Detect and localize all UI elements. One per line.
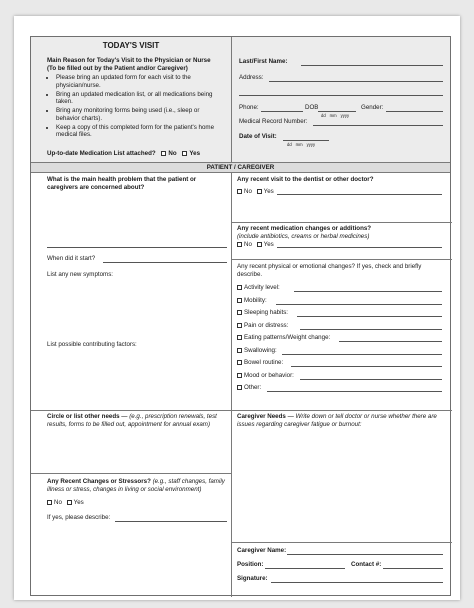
change-checkbox[interactable]: [237, 385, 242, 390]
center-divider: [231, 172, 232, 597]
header-divider: [231, 37, 232, 162]
contributing-factors-label: List possible contributing factors:: [47, 341, 137, 348]
med-list-label: Up-to-date Medication List attached?: [47, 150, 156, 157]
right-rule-3: [231, 410, 452, 411]
med-changes-note: (include antibiotics, creams or herbal medicines): [237, 232, 370, 240]
address-label: Address:: [239, 74, 264, 81]
date-of-visit-format: [287, 141, 319, 149]
stressors-options: [47, 499, 84, 507]
document-page: [14, 16, 460, 600]
stressors-no-label: No: [54, 499, 62, 506]
filled-by-note: (To be filled out by the Patient and/or Caregiver): [47, 65, 188, 72]
visit-mm: mm: [295, 142, 303, 147]
change-checkbox[interactable]: [237, 298, 242, 303]
right-rule-2: [231, 259, 452, 260]
dentist-yes-label: Yes: [263, 188, 274, 195]
change-answer-line[interactable]: [300, 329, 442, 330]
med-list-question: [47, 150, 200, 158]
dentist-yes-checkbox[interactable]: [257, 189, 262, 194]
dob-mm: mm: [329, 113, 337, 118]
instructions-list: [49, 74, 221, 140]
med-list-no-label: No: [168, 150, 177, 157]
section-bottom-rule: [31, 172, 450, 173]
other-needs-examples: — (e.g., prescription renewals, test results, forms to be filled out, appointment for annual exam): [47, 413, 217, 428]
dentist-options: [237, 188, 274, 196]
med-list-yes-label: Yes: [189, 150, 201, 157]
caregiver-needs-prompt: [237, 413, 447, 429]
stressors-no-checkbox[interactable]: [47, 500, 52, 505]
change-label: Activity level:: [244, 284, 280, 291]
dob-format: [321, 112, 353, 120]
dob-label: DOB: [305, 104, 319, 111]
mrn-field[interactable]: [313, 125, 443, 126]
change-label: Sleeping habits:: [244, 309, 289, 316]
instruction-item: • Bring any monitoring forms being used (i.e., sleep or behavior charts).: [56, 107, 221, 123]
med-changes-yes-label: Yes: [263, 241, 274, 248]
change-checkbox[interactable]: [237, 360, 242, 365]
gender-label: Gender:: [361, 104, 384, 111]
change-answer-line[interactable]: [297, 316, 442, 317]
signature-label: Signature:: [237, 575, 268, 582]
stressors-prompt: [47, 478, 227, 494]
left-rule-1: [31, 410, 231, 411]
stressors-label: Any Recent Changes or Stressors?: [47, 478, 151, 485]
phone-field[interactable]: [261, 111, 303, 112]
change-checkbox[interactable]: [237, 373, 242, 378]
dentist-question: Any recent visit to the dentist or other doctor?: [237, 176, 374, 183]
med-list-yes-checkbox[interactable]: [182, 151, 187, 156]
med-list-no-checkbox[interactable]: [161, 151, 166, 156]
signature-field[interactable]: [271, 582, 443, 583]
when-started-field[interactable]: [103, 262, 227, 263]
change-answer-line[interactable]: [300, 379, 442, 380]
change-checkbox[interactable]: [237, 348, 242, 353]
stressors-yes-checkbox[interactable]: [67, 500, 72, 505]
date-of-visit-label: Date of Visit:: [239, 133, 277, 140]
change-label: Bowel routine:: [244, 359, 284, 366]
when-started-label: When did it start?: [47, 255, 96, 262]
mrn-label: Medical Record Number:: [239, 118, 308, 125]
visit-title: TODAY'S VISIT: [102, 41, 160, 50]
med-changes-no-label: No: [244, 241, 252, 248]
position-label: Position:: [237, 561, 264, 568]
med-changes-prompt: [237, 225, 447, 241]
med-changes-no-checkbox[interactable]: [237, 242, 242, 247]
describe-label: If yes, please describe:: [47, 514, 111, 521]
change-checkbox[interactable]: [237, 310, 242, 315]
change-answer-line[interactable]: [282, 354, 442, 355]
stressors-yes-label: Yes: [73, 499, 84, 506]
change-checkbox[interactable]: [237, 335, 242, 340]
med-changes-field[interactable]: [277, 247, 442, 248]
change-answer-line[interactable]: [339, 341, 442, 342]
caregiver-name-field[interactable]: [287, 554, 443, 555]
section-title: PATIENT / CAREGIVER: [31, 163, 450, 172]
left-rule-2: [31, 473, 231, 474]
dentist-no-checkbox[interactable]: [237, 189, 242, 194]
instruction-item: • Please bring an updated form for each visit to the physician/nurse.: [56, 74, 221, 90]
gender-field[interactable]: [386, 111, 443, 112]
change-label: Pain or distress:: [244, 321, 289, 329]
visit-yyyy: yyyy: [306, 142, 316, 147]
caregiver-needs-note: — Write down or tell doctor or nurse whether there are issues regarding caregiver fatigue or burnout:: [237, 413, 437, 428]
instruction-item: • Bring an updated medication list, or all medications being taken.: [56, 91, 221, 107]
instruction-item: • Keep a copy of this completed form for the patient's home medical files.: [56, 124, 221, 140]
change-label: Mobility:: [244, 296, 267, 304]
change-checkbox[interactable]: [237, 285, 242, 290]
contact-field[interactable]: [383, 568, 443, 569]
other-needs-label: Circle or list other needs: [47, 413, 120, 420]
main-problem-question: What is the main health problem that the patient or caregivers are concerned about?: [47, 176, 197, 191]
caregiver-name-label: Caregiver Name:: [237, 547, 287, 554]
change-answer-line[interactable]: [276, 304, 442, 305]
visit-form: [30, 36, 451, 596]
stressors-examples: (e.g., staff changes, family illness or stress, changes in living or social environment): [47, 478, 225, 493]
right-rule-1: [231, 222, 452, 223]
dob-yyyy: yyyy: [340, 113, 350, 118]
change-checkbox[interactable]: [237, 323, 242, 328]
address-field[interactable]: [269, 81, 443, 82]
position-field[interactable]: [265, 568, 345, 569]
change-label: Other:: [244, 384, 262, 391]
change-answer-line[interactable]: [291, 366, 442, 367]
change-answer-line[interactable]: [294, 291, 442, 292]
new-symptoms-label: List any new symptoms:: [47, 271, 114, 278]
med-changes-options: [237, 241, 274, 249]
change-answer-line[interactable]: [267, 391, 442, 392]
main-reason-label: Main Reason for Today's Visit to the Physician or Nurse: [47, 57, 211, 64]
physical-changes-question: Any recent physical or emotional changes? If yes, check and briefly describe.: [237, 263, 422, 278]
right-rule-4: [231, 542, 452, 543]
change-label: Eating patterns/Weight change:: [244, 334, 331, 341]
med-changes-yes-checkbox[interactable]: [257, 242, 262, 247]
dentist-no-label: No: [244, 188, 252, 195]
address-field-line2[interactable]: [239, 95, 443, 96]
contact-label: Contact #:: [351, 561, 382, 568]
other-needs-prompt: [47, 413, 227, 429]
dob-dd: dd: [321, 113, 326, 118]
caregiver-needs-label: Caregiver Needs: [237, 413, 286, 420]
name-label: Last/First Name:: [239, 58, 288, 65]
name-field[interactable]: [301, 65, 443, 66]
visit-dd: dd: [287, 142, 292, 147]
describe-field[interactable]: [115, 521, 227, 522]
phone-label: Phone:: [239, 104, 259, 111]
med-changes-label: Any recent medication changes or additions?: [237, 225, 372, 232]
change-label: Mood or behavior:: [244, 371, 294, 379]
dentist-field[interactable]: [277, 194, 442, 195]
main-problem-answer-line[interactable]: [47, 247, 227, 248]
change-label: Swallowing:: [244, 346, 277, 354]
